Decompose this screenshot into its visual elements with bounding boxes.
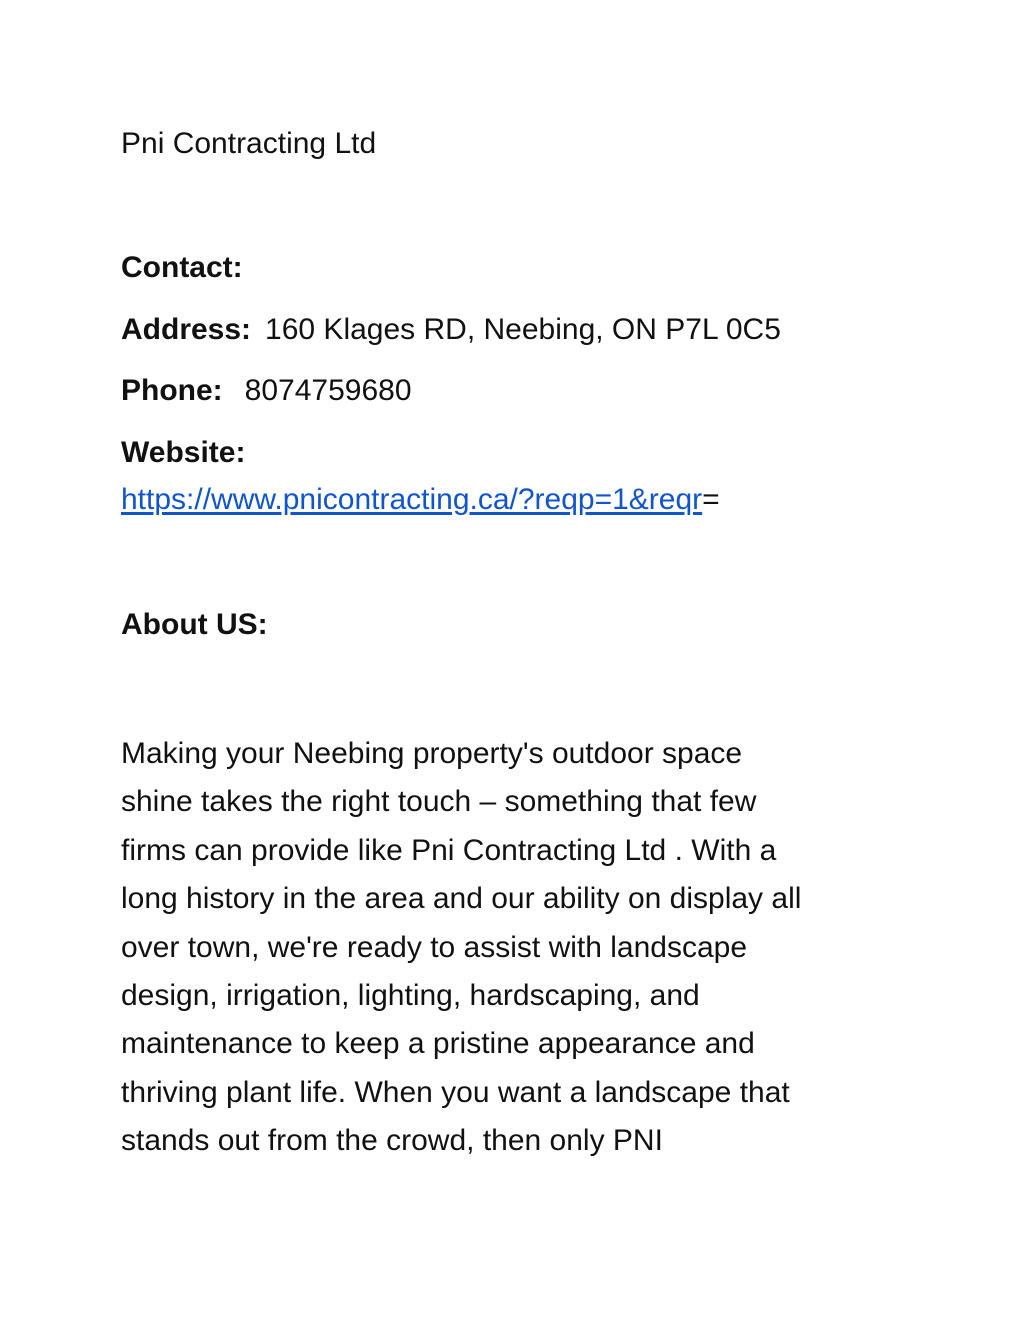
phone-line (121, 373, 412, 409)
website-link[interactable]: https://www.pnicontracting.ca/?reqp=1&reqr (121, 483, 703, 516)
website-label: Website: (121, 436, 246, 469)
company-name: Pni Contracting Ltd (121, 127, 377, 160)
address-line (121, 312, 781, 348)
about-line: firms can provide like Pni Contracting Ltd . With a (121, 833, 777, 867)
about-line: design, irrigation, lighting, hardscaping, and (121, 979, 700, 1013)
about-line: shine takes the right touch – something that few (121, 785, 757, 819)
about-line: long history in the area and our ability on display all (121, 882, 802, 916)
about-line: Making your Neebing property's outdoor space (121, 737, 743, 770)
website-trailing-text: = (702, 483, 720, 516)
address-label: Address: (121, 313, 252, 346)
phone-label: Phone: (121, 374, 223, 407)
about-line: thriving plant life. When you want a landscape that (121, 1075, 790, 1109)
about-line: stands out from the crowd, then only PNI (121, 1124, 663, 1158)
website-row (121, 482, 720, 518)
contact-heading: Contact: (121, 251, 243, 284)
document-page (121, 0, 911, 1325)
about-line: over town, we're ready to assist with landscape (121, 930, 748, 964)
about-line: maintenance to keep a pristine appearance and (121, 1027, 755, 1061)
about-heading: About US: (121, 608, 268, 641)
phone-value: 8074759680 (244, 374, 412, 407)
about-paragraph (121, 730, 901, 1166)
address-value: 160 Klages RD, Neebing, ON P7L 0C5 (265, 313, 781, 346)
